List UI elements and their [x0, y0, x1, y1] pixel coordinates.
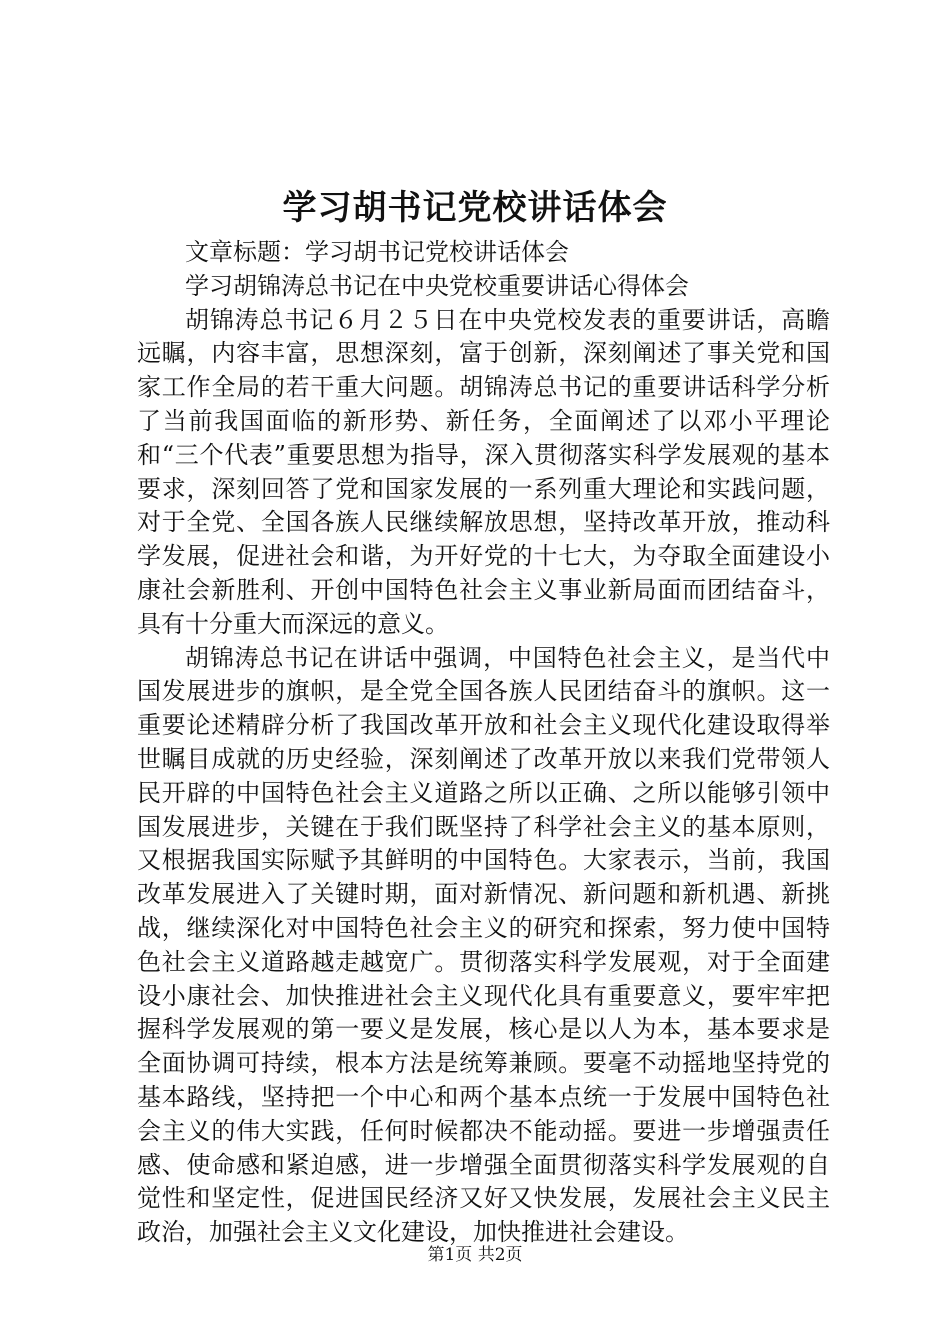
paragraph-1: 胡锦涛总书记６月２５日在中央党校发表的重要讲话，高瞻远瞩，内容丰富，思想深刻，富于创新，深刻阐述了事关党和国家工作全局的若干重大问题。胡锦涛总书记的重要讲话科学分析了当前我国面临的新形势、新任务，全面阐述了以邓小平理论和“三个代表”重要思想为指导，深入贯彻落实科学发展观的基本要求，深刻回答了党和国家发展的一系列重大理论和实践问题，对于全党、全国各族人民继续解放思想，坚持改革开放，推动科学发展，促进社会和谐，为开好党的十七大，为夺取全面建设小康社会新胜利、开创中国特色社会主义事业新局面而团结奋斗，具有十分重大而深远的意义。: [137, 305, 830, 638]
article-title-line: 文章标题：学习胡书记党校讲话体会: [185, 238, 569, 266]
document-title: 学习胡书记党校讲话体会: [282, 188, 668, 228]
paragraph-2: 胡锦涛总书记在讲话中强调，中国特色社会主义，是当代中国发展进步的旗帜，是全党全国各族人民团结奋斗的旗帜。这一重要论述精辟分析了我国改革开放和社会主义现代化建设取得举世瞩目成就的历史经验，深刻阐述了改革开放以来我们党带领人民开辟的中国特色社会主义道路之所以正确、之所以能够引领中国发展进步，关键在于我们既坚持了科学社会主义的基本原则，又根据我国实际赋予其鲜明的中国特色。大家表示，当前，我国改革发展进入了关键时期，面对新情况、新问题和新机遇、新挑战，继续深化对中国特色社会主义的研究和探索，努力使中国特色社会主义道路越走越宽广。贯彻落实科学发展观，对于全面建设小康社会、加快推进社会主义现代化具有重要意义，要牢牢把握科学发展观的第一要义是发展，核心是以人为本，基本要求是全面协调可持续，根本方法是统筹兼顾。要毫不动摇地坚持党的基本路线，坚持把一个中心和两个基本点统一于发展中国特色社会主义的伟大实践，任何时候都决不能动摇。要进一步增强责任感、使命感和紧迫感，进一步增强全面贯彻落实科学发展观的自觉性和坚定性，促进国民经济又好又快发展，发展社会主义民主政治，加强社会主义文化建设，加快推进社会建设。: [137, 643, 830, 1247]
document-body: [137, 236, 830, 1250]
page-number-footer: 第1页 共2页: [427, 1245, 523, 1265]
subtitle-line: 学习胡锦涛总书记在中央党校重要讲话心得体会: [185, 271, 689, 300]
